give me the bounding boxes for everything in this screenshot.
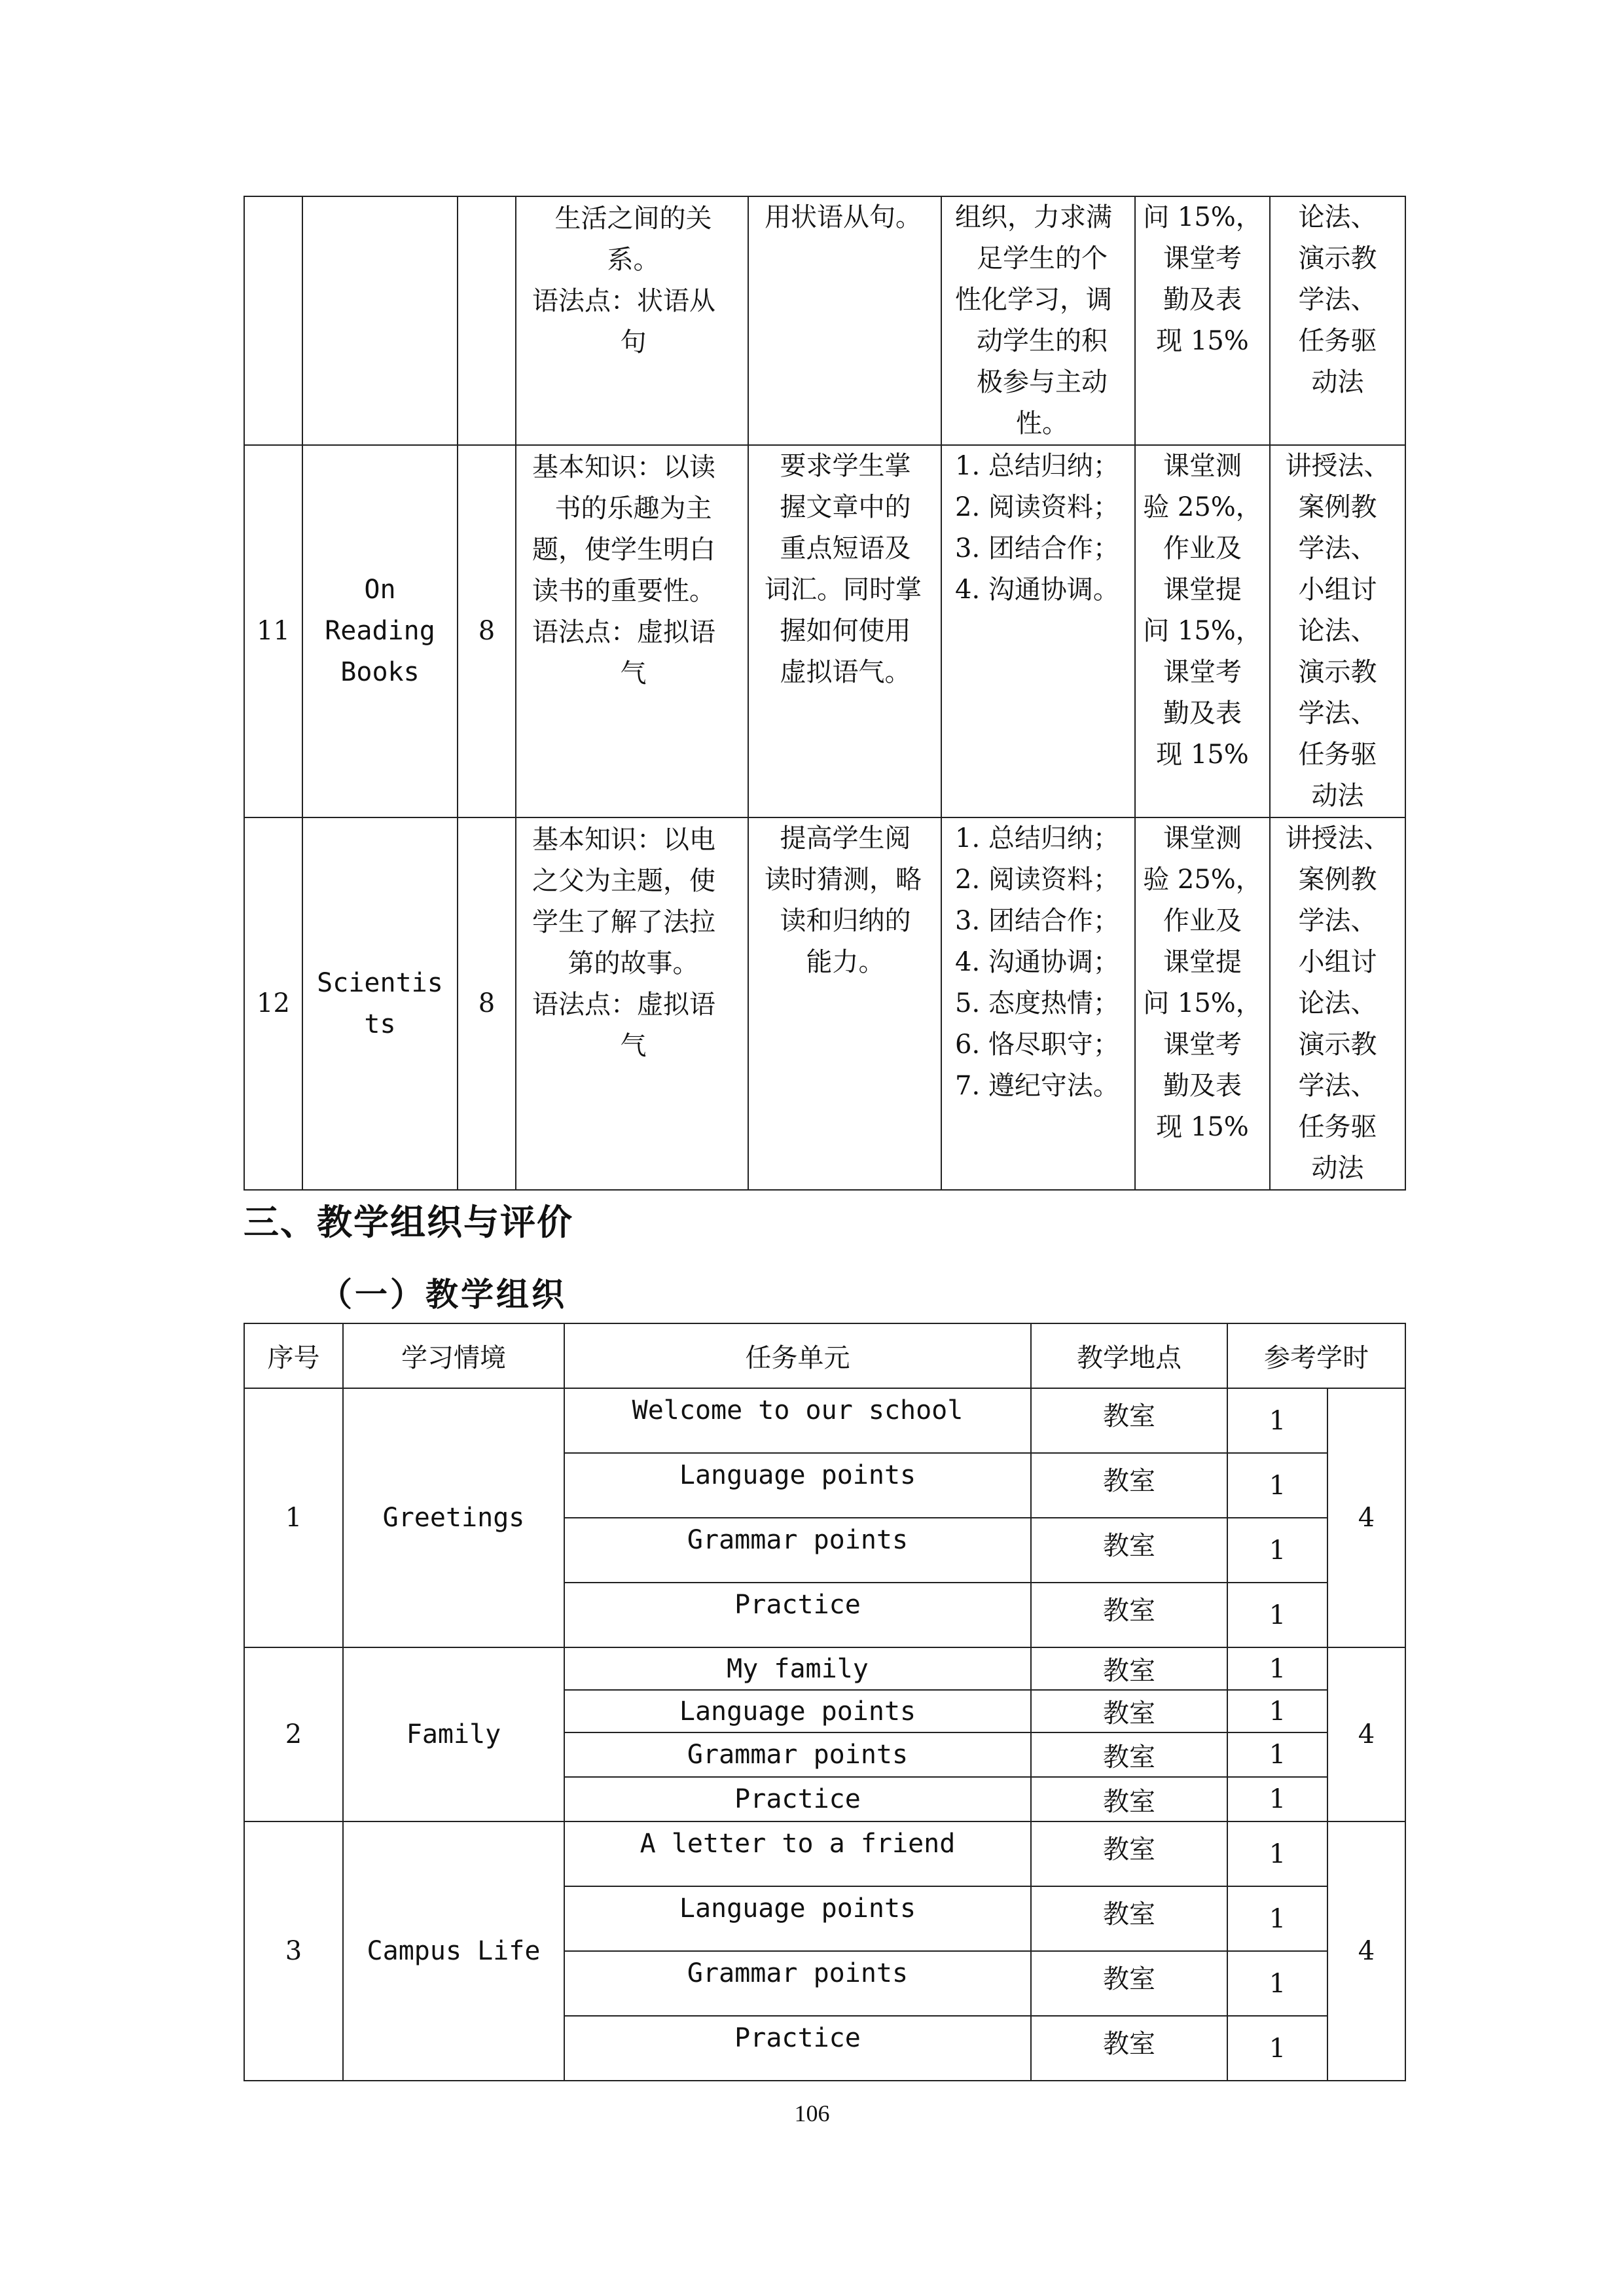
group-situation: Campus Life — [343, 1821, 564, 2081]
hours-cell: 1 — [1227, 1951, 1327, 2016]
place-cell: 教室 — [1031, 1951, 1227, 2016]
methods-line: 论法、 — [1298, 616, 1377, 646]
assessment-line: 课堂提 — [1163, 575, 1242, 605]
group-situation: Family — [343, 1647, 564, 1821]
assessment-line: 问 15%， — [1143, 202, 1262, 232]
skills-line: 3. 团结合作； — [955, 906, 1119, 936]
skills-cell — [941, 445, 1135, 817]
skills-cell — [941, 196, 1135, 445]
methods-line: 学法、 — [1298, 1071, 1377, 1101]
table-row — [244, 1388, 1405, 1453]
header-hours: 参考学时 — [1227, 1323, 1405, 1388]
methods-line: 小组讨 — [1298, 947, 1377, 977]
goal-line: 读时猜测，略 — [765, 865, 922, 895]
hours-cell: 1 — [1227, 1583, 1327, 1647]
description-line: 书的乐趣为主 — [554, 493, 712, 524]
task-cell: Practice — [564, 2016, 1031, 2081]
hours-cell: 1 — [1227, 1886, 1327, 1951]
methods-cell — [1270, 196, 1405, 445]
description-line: 句 — [620, 327, 647, 357]
task-cell: Language points — [564, 1690, 1031, 1732]
place-cell: 教室 — [1031, 1453, 1227, 1518]
goal-line: 要求学生掌 — [780, 451, 911, 481]
assessment-line: 课堂提 — [1163, 947, 1242, 977]
goal-line: 用状语从句。 — [765, 202, 922, 232]
assessment-line: 问 15%， — [1143, 616, 1262, 646]
assessment-line: 验 25%， — [1143, 865, 1262, 895]
skills-line: 性化学习，调 — [955, 285, 1112, 315]
place-cell: 教室 — [1031, 1647, 1227, 1690]
methods-line: 案例教 — [1298, 492, 1377, 522]
skills-line: 1. 总结归纳； — [955, 823, 1119, 853]
methods-cell — [1270, 445, 1405, 817]
assessment-line: 现 15% — [1156, 1112, 1249, 1142]
header-task: 任务单元 — [564, 1323, 1031, 1388]
hours-cell: 8 — [458, 817, 516, 1190]
skills-line: 4. 沟通协调。 — [955, 575, 1119, 605]
course-content-table — [244, 196, 1406, 1191]
description-line: 生活之间的关 — [554, 204, 712, 234]
hours-cell: 1 — [1227, 1388, 1327, 1453]
place-cell: 教室 — [1031, 1388, 1227, 1453]
assessment-line: 现 15% — [1156, 740, 1249, 770]
goal-line: 词汇。同时掌 — [765, 575, 922, 605]
description-line: 学生了解了法拉 — [532, 907, 715, 937]
skills-line: 6. 恪尽职守； — [955, 1030, 1119, 1060]
no-cell: 11 — [244, 445, 302, 817]
methods-line: 案例教 — [1298, 865, 1377, 895]
place-cell: 教室 — [1031, 1821, 1227, 1886]
assessment-line: 课堂考 — [1163, 243, 1242, 274]
goal-line: 提高学生阅 — [780, 823, 911, 853]
table-row — [244, 445, 1405, 817]
hours-cell: 8 — [458, 445, 516, 817]
place-cell: 教室 — [1031, 2016, 1227, 2081]
task-cell: Practice — [564, 1777, 1031, 1821]
task-cell: Grammar points — [564, 1518, 1031, 1583]
description-cell — [516, 196, 748, 445]
methods-line: 学法、 — [1298, 906, 1377, 936]
table-row — [244, 1821, 1405, 1886]
place-cell: 教室 — [1031, 1732, 1227, 1777]
description-line: 气 — [620, 1031, 647, 1061]
assessment-line: 课堂测 — [1163, 451, 1242, 481]
task-cell: A letter to a friend — [564, 1821, 1031, 1886]
description-line: 语法点：虚拟语 — [532, 617, 715, 647]
description-line: 基本知识：以读 — [532, 452, 715, 482]
assessment-line: 作业及 — [1163, 533, 1242, 564]
methods-line: 讲授法、 — [1285, 823, 1390, 853]
goal-line: 读和归纳的 — [780, 906, 911, 936]
task-cell: Welcome to our school — [564, 1388, 1031, 1453]
assessment-line: 作业及 — [1163, 906, 1242, 936]
group-no: 1 — [244, 1388, 343, 1647]
methods-cell — [1270, 817, 1405, 1190]
task-cell: Grammar points — [564, 1951, 1031, 2016]
table-row — [244, 196, 1405, 445]
methods-line: 演示教 — [1298, 657, 1377, 687]
description-line: 语法点：状语从 — [532, 286, 715, 316]
hours-cell: 1 — [1227, 1690, 1327, 1732]
methods-line: 任务驱 — [1298, 326, 1377, 356]
assessment-line: 现 15% — [1156, 326, 1249, 356]
task-cell: Grammar points — [564, 1732, 1031, 1777]
assessment-cell — [1135, 445, 1270, 817]
skills-line: 2. 阅读资料； — [955, 865, 1119, 895]
description-line: 题，使学生明白 — [532, 535, 715, 565]
place-cell: 教室 — [1031, 1518, 1227, 1583]
name-line: Reading — [325, 616, 435, 646]
goal-line: 握如何使用 — [780, 616, 911, 646]
methods-line: 演示教 — [1298, 1030, 1377, 1060]
group-situation: Greetings — [343, 1388, 564, 1647]
place-cell: 教室 — [1031, 1886, 1227, 1951]
skills-line: 组织，力求满 — [955, 202, 1112, 232]
table-row — [244, 817, 1405, 1190]
task-cell: Language points — [564, 1886, 1031, 1951]
teaching-organization-table — [244, 1323, 1406, 2081]
description-line: 第的故事。 — [568, 948, 699, 978]
name-line: On — [364, 575, 396, 605]
description-cell — [516, 817, 748, 1190]
skills-line: 7. 遵纪守法。 — [955, 1071, 1119, 1101]
assessment-line: 验 25%， — [1143, 492, 1262, 522]
hours-cell: 1 — [1227, 2016, 1327, 2081]
name-cell — [302, 817, 458, 1190]
place-cell: 教室 — [1031, 1777, 1227, 1821]
skills-line: 动学生的积 — [977, 326, 1108, 356]
page-number: 106 — [794, 2100, 830, 2126]
place-cell: 教室 — [1031, 1583, 1227, 1647]
group-total: 4 — [1327, 1388, 1405, 1647]
assessment-line: 勤及表 — [1163, 285, 1242, 315]
skills-line: 5. 态度热情； — [955, 988, 1119, 1018]
assessment-line: 课堂考 — [1163, 657, 1242, 687]
assessment-cell — [1135, 196, 1270, 445]
goal-line: 虚拟语气。 — [780, 657, 911, 687]
header-no: 序号 — [244, 1323, 343, 1388]
methods-line: 动法 — [1311, 367, 1364, 397]
skills-line: 3. 团结合作； — [955, 533, 1119, 564]
no-cell — [244, 196, 302, 445]
name-line: ts — [364, 1009, 396, 1039]
name-line: Books — [340, 657, 420, 687]
description-line: 语法点：虚拟语 — [532, 990, 715, 1020]
methods-line: 演示教 — [1298, 243, 1377, 274]
hours-cell: 1 — [1227, 1777, 1327, 1821]
hours-cell: 1 — [1227, 1732, 1327, 1777]
description-line: 基本知识：以电 — [532, 825, 715, 855]
goal-line: 重点短语及 — [780, 533, 911, 564]
assessment-line: 勤及表 — [1163, 698, 1242, 728]
methods-line: 动法 — [1311, 781, 1364, 811]
goal-cell — [748, 817, 941, 1190]
description-line: 读书的重要性。 — [532, 576, 715, 606]
group-total: 4 — [1327, 1821, 1405, 2081]
hours-cell: 1 — [1227, 1453, 1327, 1518]
description-line: 气 — [620, 658, 647, 689]
name-cell — [302, 445, 458, 817]
group-total: 4 — [1327, 1647, 1405, 1821]
methods-line: 论法、 — [1298, 202, 1377, 232]
skills-line: 4. 沟通协调； — [955, 947, 1119, 977]
skills-line: 2. 阅读资料； — [955, 492, 1119, 522]
methods-line: 讲授法、 — [1285, 451, 1390, 481]
methods-line: 任务驱 — [1298, 740, 1377, 770]
table-header-row — [244, 1323, 1405, 1388]
skills-line: 极参与主动 — [977, 367, 1108, 397]
header-situation: 学习情境 — [343, 1323, 564, 1388]
group-no: 3 — [244, 1821, 343, 2081]
table-row — [244, 1647, 1405, 1690]
skills-line: 足学生的个 — [977, 243, 1108, 274]
description-line: 系。 — [607, 245, 660, 275]
group-no: 2 — [244, 1647, 343, 1821]
description-cell — [516, 445, 748, 817]
assessment-cell — [1135, 817, 1270, 1190]
goal-cell — [748, 196, 941, 445]
name-line: Scientis — [317, 967, 443, 998]
hours-cell: 1 — [1227, 1647, 1327, 1690]
subsection-title: （一）教学组织 — [319, 1276, 567, 1314]
methods-line: 学法、 — [1298, 533, 1377, 564]
header-place: 教学地点 — [1031, 1323, 1227, 1388]
place-cell: 教室 — [1031, 1690, 1227, 1732]
assessment-line: 问 15%， — [1143, 988, 1262, 1018]
assessment-line: 勤及表 — [1163, 1071, 1242, 1101]
hours-cell: 1 — [1227, 1821, 1327, 1886]
methods-line: 学法、 — [1298, 698, 1377, 728]
hours-cell: 1 — [1227, 1518, 1327, 1583]
assessment-line: 课堂测 — [1163, 823, 1242, 853]
methods-line: 小组讨 — [1298, 575, 1377, 605]
name-cell — [302, 196, 458, 445]
description-line: 之父为主题，使 — [532, 866, 715, 896]
section-title: 三、教学组织与评价 — [244, 1202, 573, 1243]
methods-line: 任务驱 — [1298, 1112, 1377, 1142]
methods-line: 学法、 — [1298, 285, 1377, 315]
methods-line: 论法、 — [1298, 988, 1377, 1018]
assessment-line: 课堂考 — [1163, 1030, 1242, 1060]
goal-line: 握文章中的 — [780, 492, 911, 522]
task-cell: My family — [564, 1647, 1031, 1690]
goal-cell — [748, 445, 941, 817]
skills-line: 1. 总结归纳； — [955, 451, 1119, 481]
hours-cell — [458, 196, 516, 445]
goal-line: 能力。 — [806, 947, 885, 977]
methods-line: 动法 — [1311, 1153, 1364, 1183]
task-cell: Practice — [564, 1583, 1031, 1647]
task-cell: Language points — [564, 1453, 1031, 1518]
skills-cell — [941, 817, 1135, 1190]
skills-line: 性。 — [1016, 408, 1068, 439]
no-cell: 12 — [244, 817, 302, 1190]
